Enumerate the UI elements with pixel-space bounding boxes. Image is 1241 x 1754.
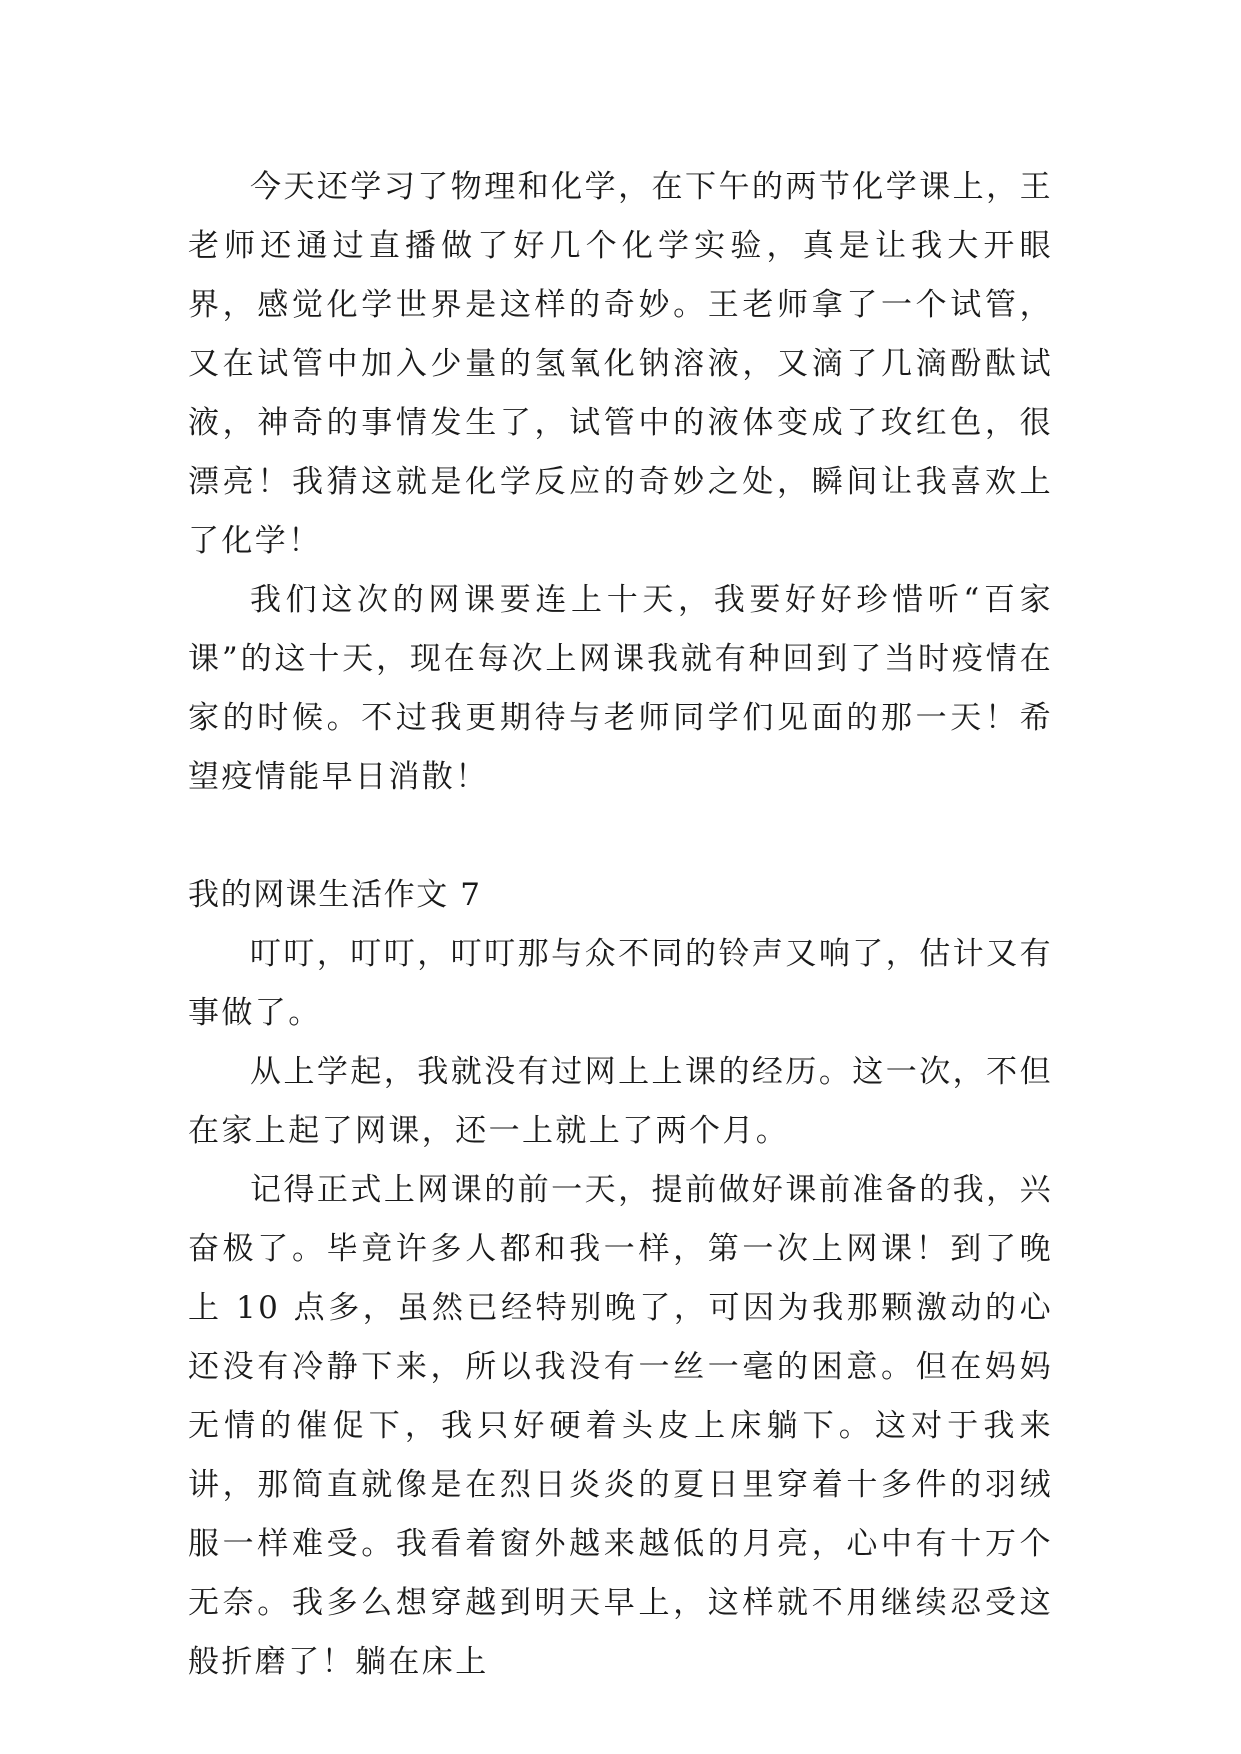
paragraph-night-before: 记得正式上网课的前一天，提前做好课前准备的我，兴奋极了。毕竟许多人都和我一样，第一次上网课！到了晚上 10 点多，虽然已经特别晚了，可因为我那颗激动的心还没有冷静下来，所以我没有一丝一毫的困意。但在妈妈无情的催促下，我只好硬着头皮上床躺下。这对于我来讲，那简直就像是在烈日炎炎的夏日里穿着十多件的羽绒服一样难受。我看着窗外越来越低的月亮，心中有十万个无奈。我多么想穿越到明天早上，这样就不用继续忍受这般折磨了！躺在床上: [188, 1172, 1053, 1680]
paragraph-online-ten-days: 我们这次的网课要连上十天，我要好好珍惜听“百家课”的这十天，现在每次上网课我就有种回到了当时疫情在家的时候。不过我更期待与老师同学们见面的那一天！希望疫情能早日消散！: [188, 582, 1053, 795]
document-body: [188, 158, 1053, 1692]
paragraph-first-online-class: 从上学起，我就没有过网上上课的经历。这一次，不但在家上起了网课，还一上就上了两个月。: [188, 1054, 1053, 1149]
essay-heading: 我的网课生活作文 7: [188, 877, 482, 913]
paragraph-chemistry-class: 今天还学习了物理和化学，在下午的两节化学课上，王老师还通过直播做了好几个化学实验，真是让我大开眼界，感觉化学世界是这样的奇妙。王老师拿了一个试管，又在试管中加入少量的氢氧化钠溶液，又滴了几滴酚酞试液，神奇的事情发生了，试管中的液体变成了玫红色，很漂亮！我猜这就是化学反应的奇妙之处，瞬间让我喜欢上了化学！: [188, 169, 1053, 559]
paragraph-bell-rings: 叮叮，叮叮，叮叮那与众不同的铃声又响了，估计又有事做了。: [188, 936, 1053, 1031]
